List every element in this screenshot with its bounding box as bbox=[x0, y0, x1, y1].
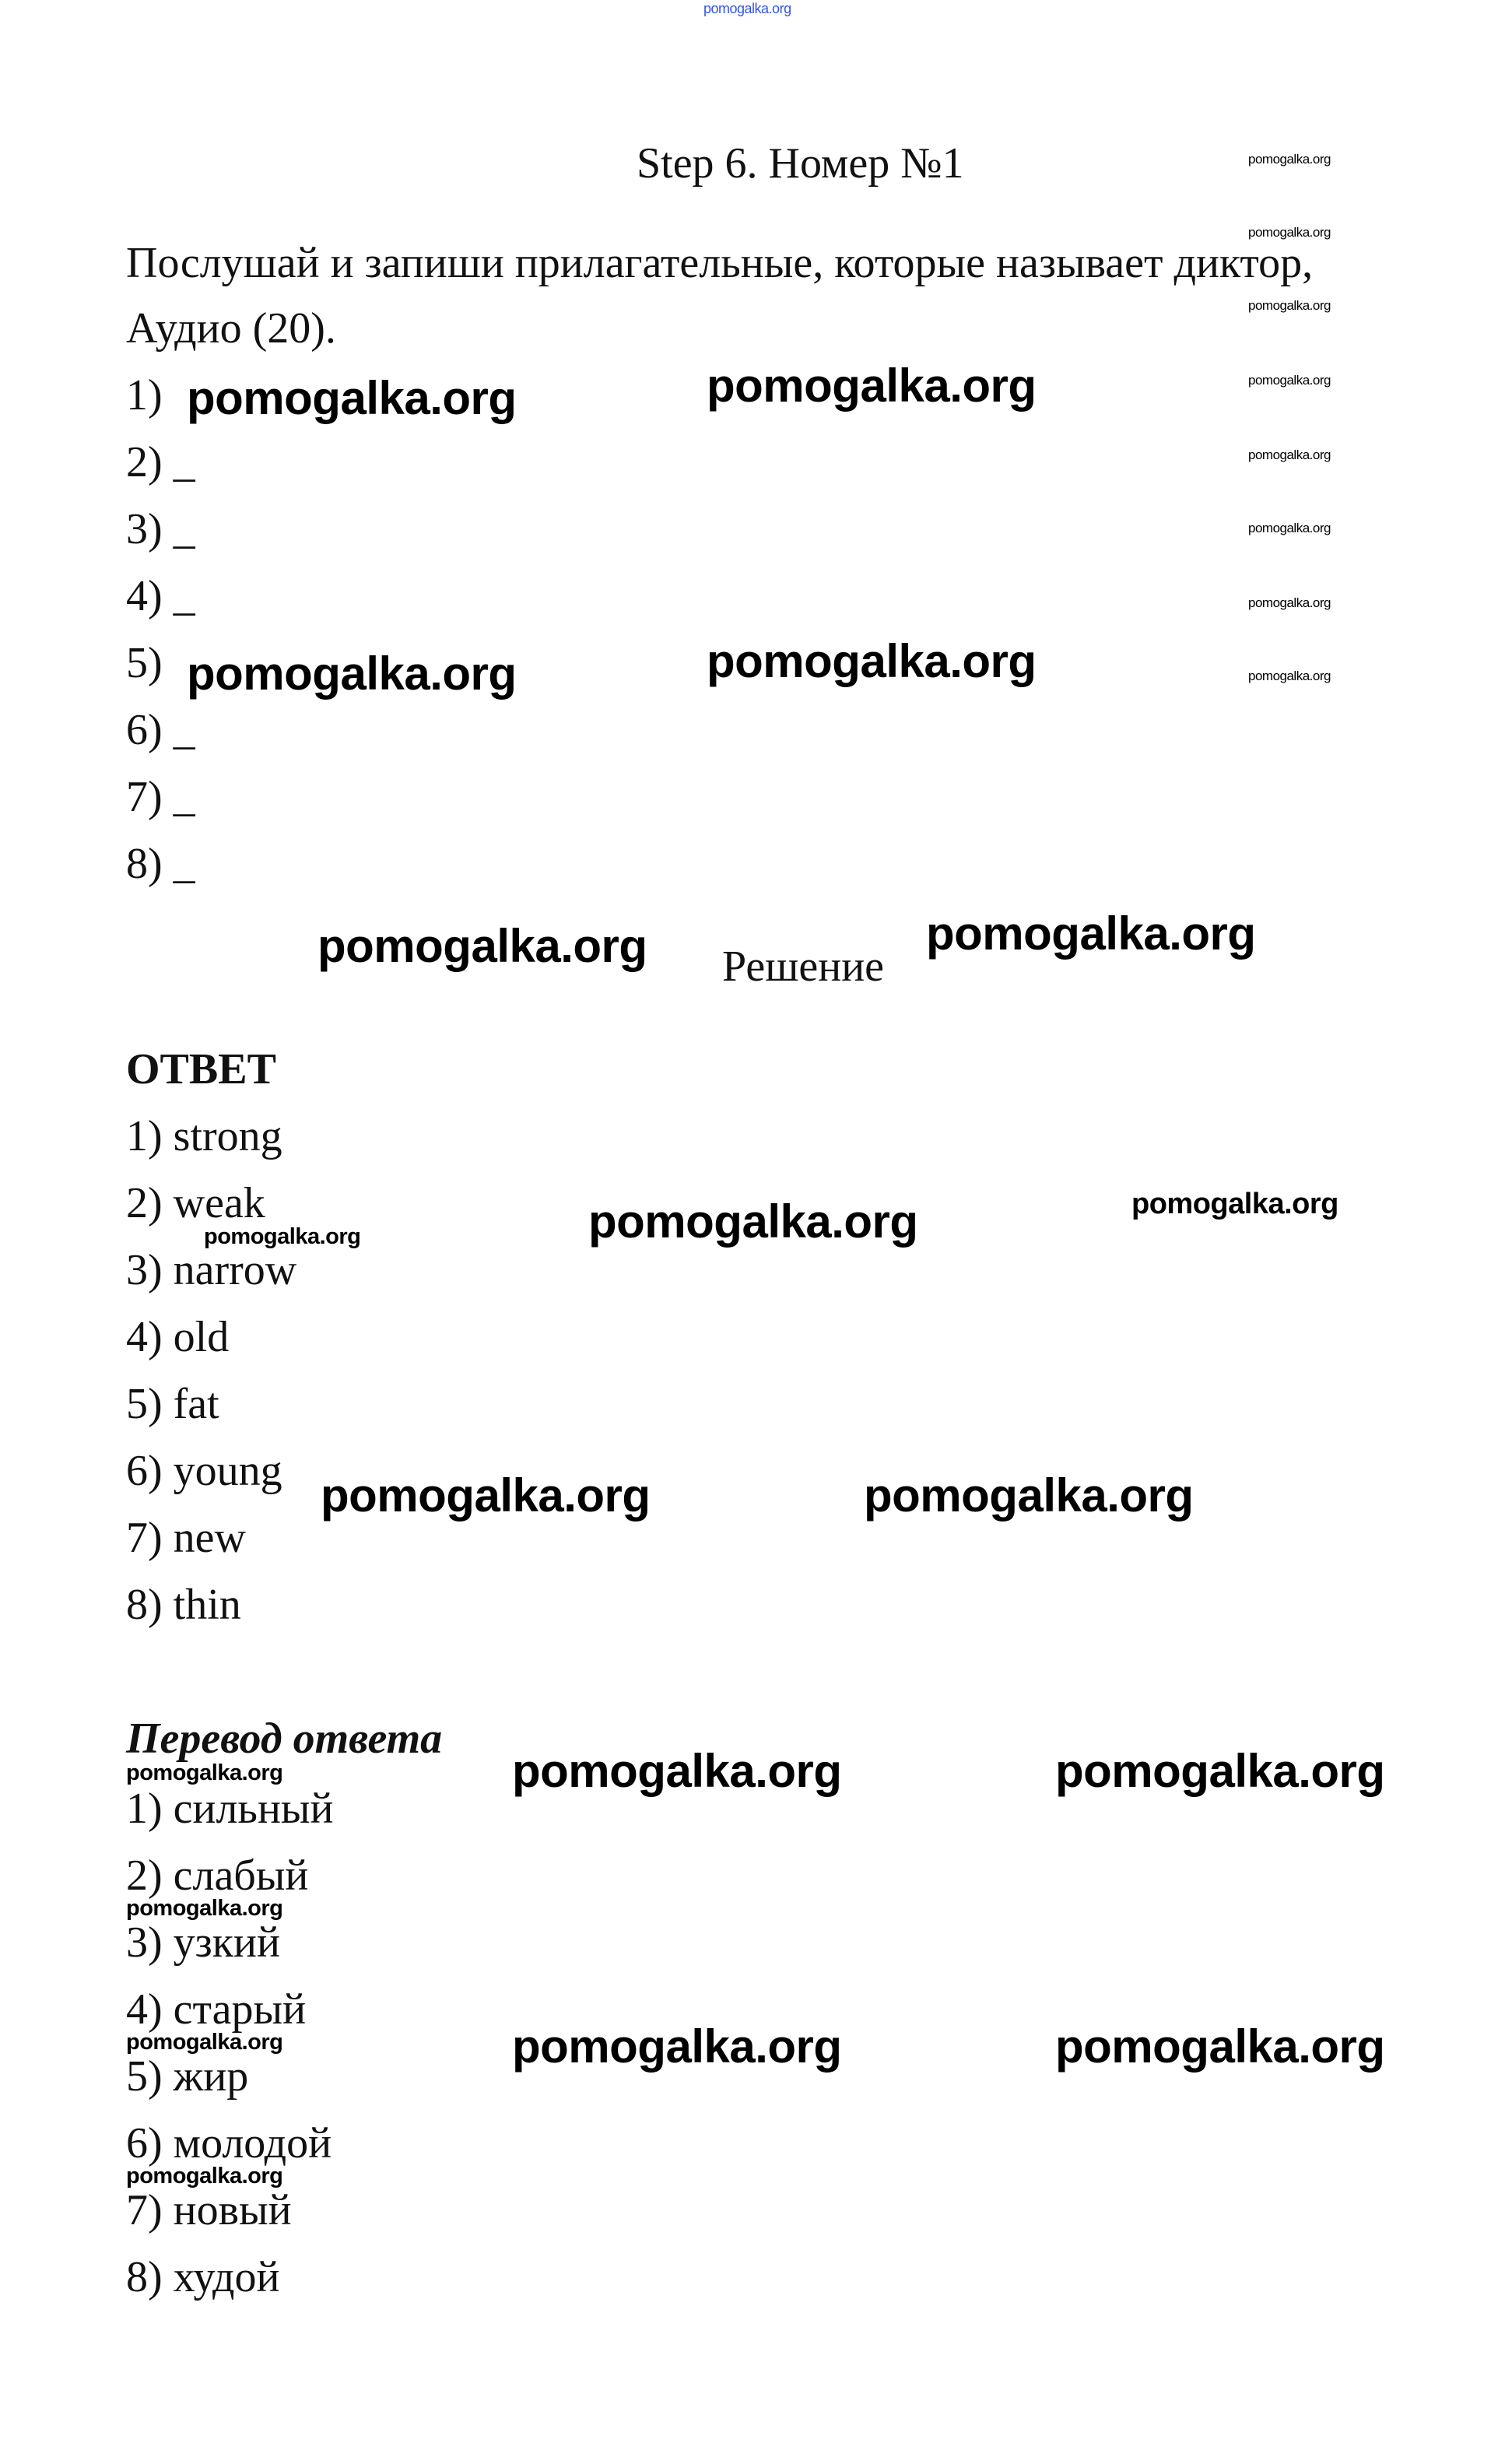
watermark: pomogalka.org bbox=[1248, 669, 1331, 683]
translation-item: 3) узкий bbox=[126, 1918, 280, 1967]
translation-heading: Перевод ответа bbox=[126, 1715, 443, 1763]
watermark: pomogalka.org bbox=[126, 1760, 283, 1785]
watermark: pomogalka.org bbox=[1055, 1745, 1385, 1797]
watermark: pomogalka.org bbox=[707, 360, 1037, 412]
answer-item: 4) old bbox=[126, 1313, 230, 1361]
blank-item: 2) _ bbox=[126, 438, 195, 486]
watermark: pomogalka.org bbox=[321, 1469, 651, 1522]
watermark: pomogalka.org bbox=[1248, 225, 1331, 240]
translation-item: 5) жир bbox=[126, 2052, 249, 2101]
translation-item: 7) новый bbox=[126, 2186, 292, 2234]
blank-item: 6) _ bbox=[126, 706, 195, 754]
translation-item: 1) сильный bbox=[126, 1785, 334, 1833]
watermark: pomogalka.org bbox=[707, 635, 1037, 687]
watermark: pomogalka.org bbox=[126, 1896, 283, 1921]
watermark: pomogalka.org bbox=[1055, 2020, 1385, 2073]
watermark: pomogalka.org bbox=[126, 2030, 283, 2055]
blank-item: 7) _ bbox=[126, 773, 195, 821]
blank-item: 8) _ bbox=[126, 840, 195, 888]
instruction-line: Аудио (20). bbox=[126, 304, 336, 353]
watermark: pomogalka.org bbox=[1248, 298, 1331, 313]
watermark: pomogalka.org bbox=[1131, 1188, 1338, 1220]
watermark: pomogalka.org bbox=[126, 2164, 283, 2188]
watermark: pomogalka.org bbox=[187, 648, 517, 700]
translation-item: 4) старый bbox=[126, 1985, 307, 2034]
translation-item: 6) молодой bbox=[126, 2119, 332, 2167]
answer-item: 2) weak bbox=[126, 1179, 265, 1227]
blank-item: 3) _ bbox=[126, 505, 195, 553]
watermark: pomogalka.org bbox=[588, 1195, 918, 1248]
watermark: pomogalka.org bbox=[512, 1745, 842, 1797]
answer-item: 3) narrow bbox=[126, 1246, 297, 1294]
watermark: pomogalka.org bbox=[204, 1224, 361, 1249]
solution-label: Решение bbox=[722, 942, 885, 991]
blank-item: 5) bbox=[126, 639, 163, 687]
answer-item: 8) thin bbox=[126, 1581, 241, 1629]
translation-item: 2) слабый bbox=[126, 1852, 309, 1900]
watermark: pomogalka.org bbox=[864, 1469, 1194, 1522]
answer-item: 1) strong bbox=[126, 1112, 282, 1160]
watermark: pomogalka.org bbox=[1248, 373, 1331, 388]
instruction-line: Послушай и запиши прилагательные, которые называет диктор, bbox=[126, 239, 1314, 287]
watermark: pomogalka.org bbox=[926, 907, 1256, 960]
watermark: pomogalka.org bbox=[1248, 152, 1331, 167]
translation-item: 8) худой bbox=[126, 2253, 280, 2301]
answer-heading: ОТВЕТ bbox=[126, 1045, 276, 1093]
answer-item: 6) young bbox=[126, 1447, 282, 1495]
blank-item: 4) _ bbox=[126, 572, 195, 620]
answer-item: 5) fat bbox=[126, 1380, 219, 1428]
page-title: Step 6. Номер №1 bbox=[637, 139, 964, 188]
answer-item: 7) new bbox=[126, 1514, 246, 1562]
watermark: pomogalka.org bbox=[187, 372, 517, 424]
watermark: pomogalka.org bbox=[512, 2020, 842, 2073]
watermark: pomogalka.org bbox=[317, 920, 647, 972]
watermark: pomogalka.org bbox=[1248, 521, 1331, 535]
watermark: pomogalka.org bbox=[1248, 595, 1331, 610]
blank-item: 1) bbox=[126, 371, 163, 419]
watermark-top: pomogalka.org bbox=[703, 1, 791, 16]
watermark: pomogalka.org bbox=[1248, 448, 1331, 462]
